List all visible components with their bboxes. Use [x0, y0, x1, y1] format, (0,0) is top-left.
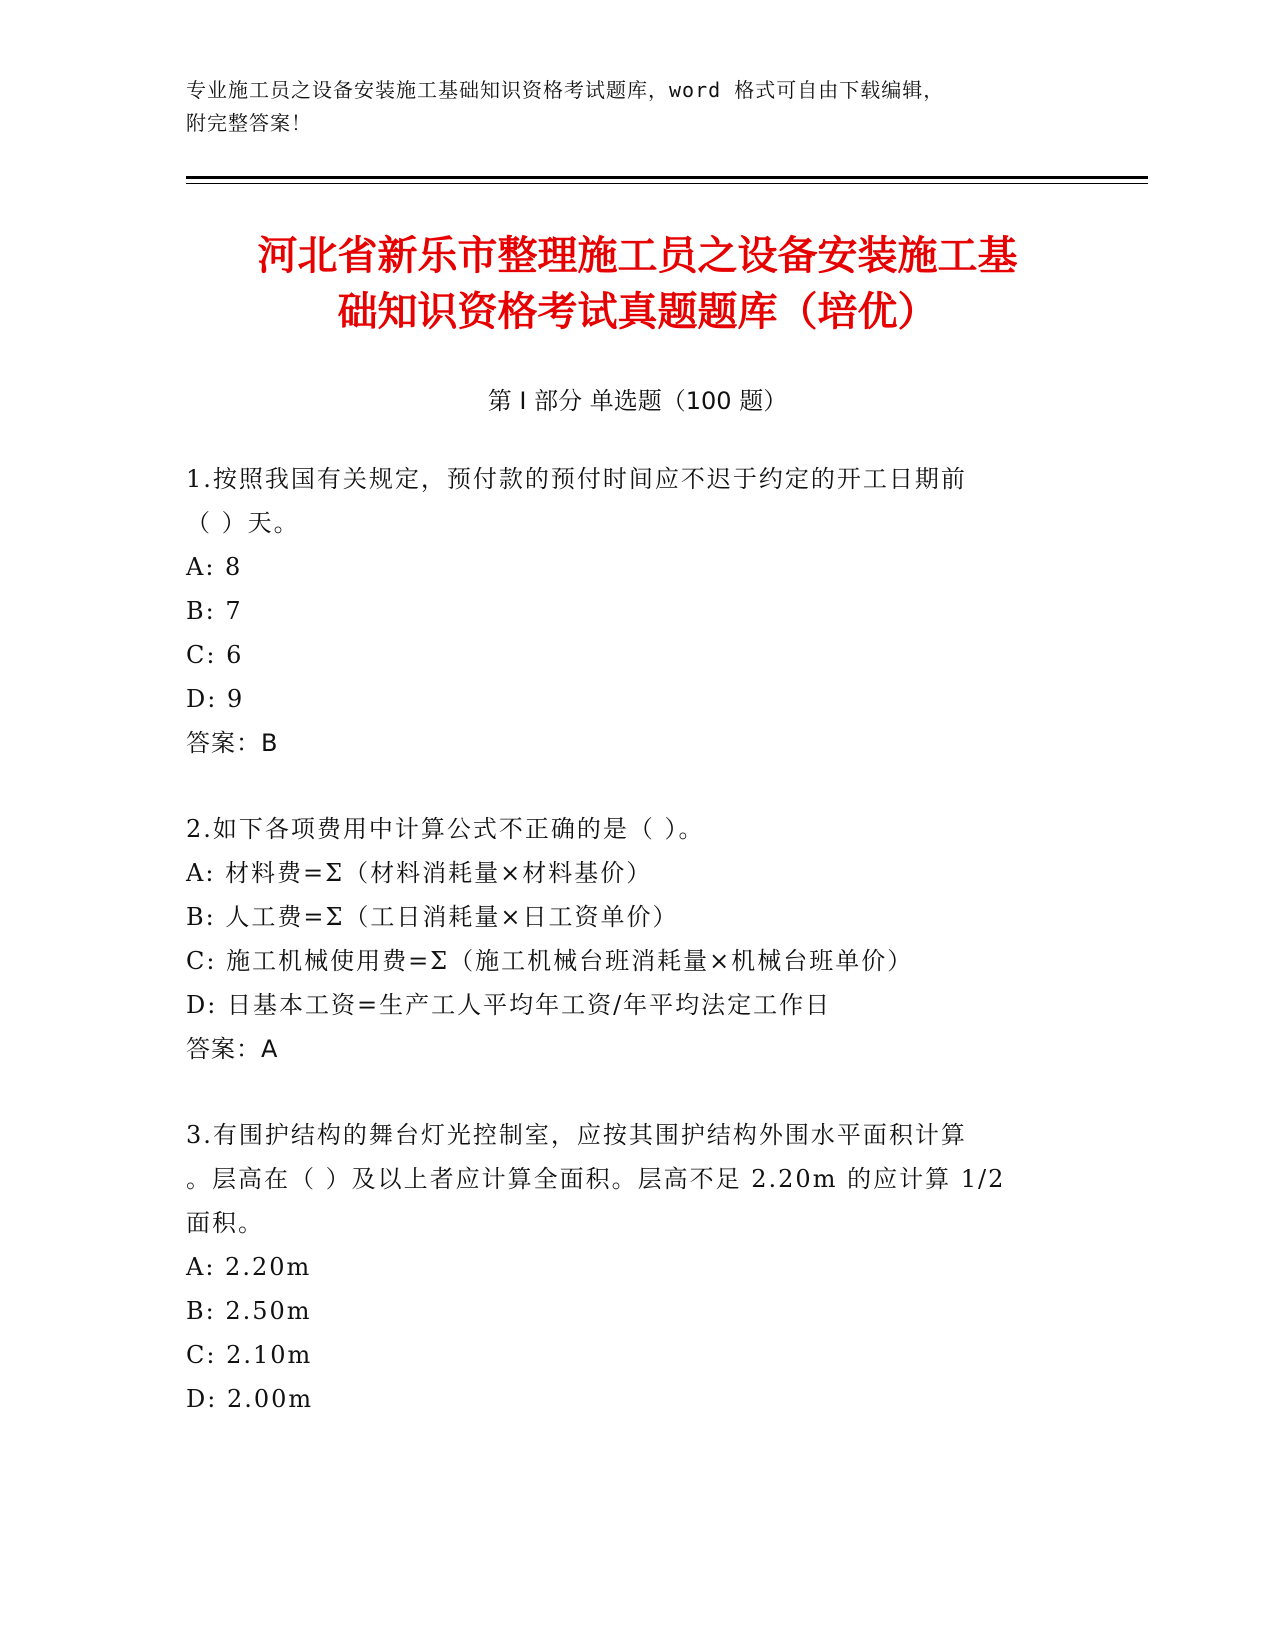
header-note — [186, 74, 1066, 140]
question-2-option-a: A: 材料费=Σ（材料消耗量×材料基价） — [186, 859, 653, 887]
question-2-stem-line-1: 2.如下各项费用中计算公式不正确的是（ ）。 — [186, 815, 705, 843]
header-note-line-2: 附完整答案！ — [186, 111, 312, 135]
document-title-line-2: 础知识资格考试真题题库（培优） — [337, 289, 938, 335]
document-title — [150, 228, 1125, 340]
question-1-option-a: A: 8 — [186, 553, 243, 581]
question-1-option-c: C: 6 — [186, 641, 244, 669]
answer-label: 答案： — [186, 729, 261, 757]
question-1-option-d: D: 9 — [186, 685, 245, 713]
question-3-option-b: B: 2.50m — [186, 1297, 312, 1325]
question-3-option-d: D: 2.00m — [186, 1385, 314, 1413]
question-2-option-c: C: 施工机械使用费=Σ（施工机械台班消耗量×机械台班单价） — [186, 947, 914, 975]
question-3-option-c: C: 2.10m — [186, 1341, 313, 1369]
header-rule-thick — [186, 176, 1148, 179]
question-3-stem-line-2: 。层高在（ ）及以上者应计算全面积。层高不足 2.20m 的应计算 1/2 — [186, 1165, 1006, 1193]
question-3-stem-line-3: 面积。 — [186, 1209, 264, 1237]
header-rule-thin — [186, 183, 1148, 184]
section-heading: 第 I 部分 单选题（100 题） — [487, 387, 788, 415]
header-note-line-1: 专业施工员之设备安装施工基础知识资格考试题库，word 格式可自由下载编辑， — [186, 78, 945, 102]
question-3-option-a: A: 2.20m — [186, 1253, 312, 1281]
question-1-stem-line-1: 1.按照我国有关规定，预付款的预付时间应不迟于约定的开工日期前 — [186, 465, 967, 493]
question-2-answer — [186, 1032, 277, 1066]
question-2-option-d: D: 日基本工资=生产工人平均年工资/年平均法定工作日 — [186, 991, 832, 1019]
question-3-stem-line-1: 3.有围护结构的舞台灯光控制室，应按其围护结构外围水平面积计算 — [186, 1121, 967, 1149]
document-title-line-1: 河北省新乐市整理施工员之设备安装施工基 — [257, 233, 1018, 279]
question-2-option-b: B: 人工费=Σ（工日消耗量×日工资单价） — [186, 903, 679, 931]
question-1-stem-line-2: （ ）天。 — [186, 509, 300, 537]
answer-value: A — [261, 1035, 278, 1063]
question-1-answer — [186, 726, 277, 760]
answer-label: 答案： — [186, 1035, 261, 1063]
answer-value: B — [261, 729, 278, 757]
question-1-option-b: B: 7 — [186, 597, 243, 625]
